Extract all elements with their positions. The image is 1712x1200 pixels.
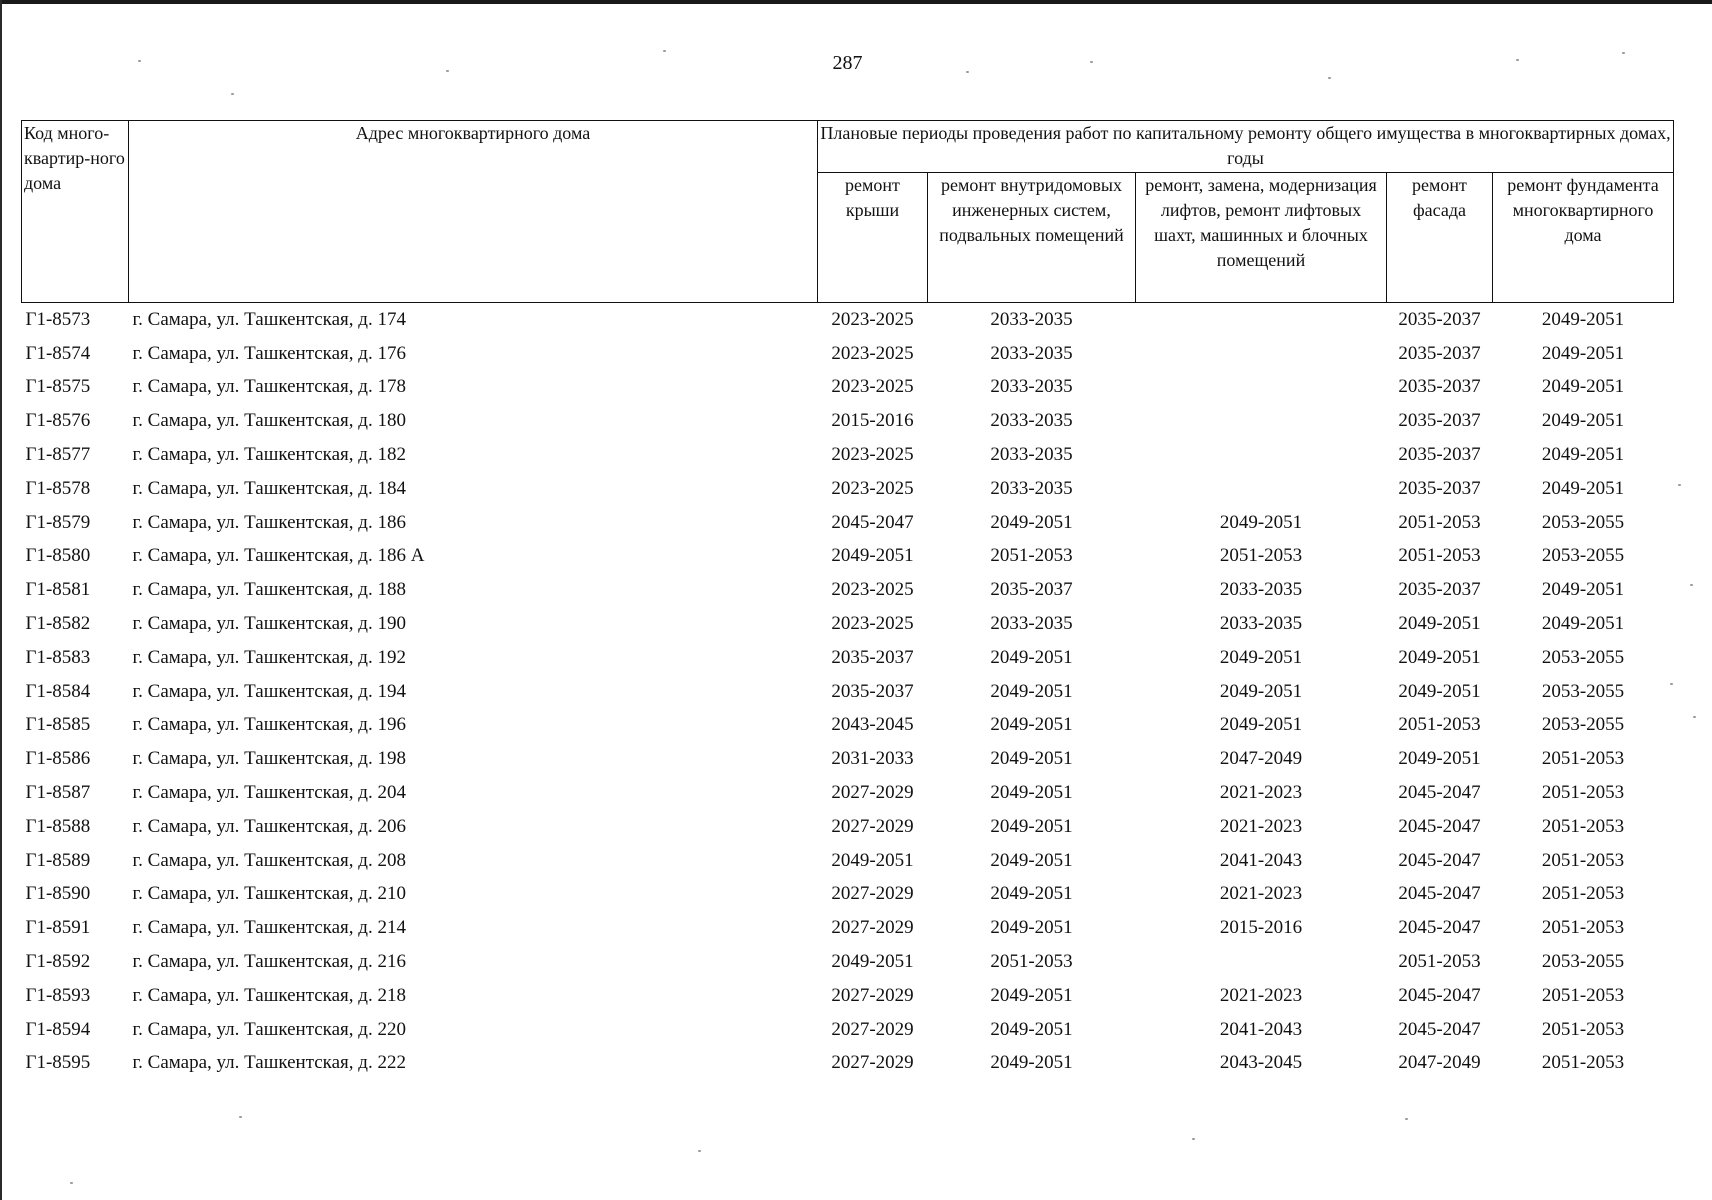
cell-facade: 2047-2049 — [1398, 1052, 1481, 1074]
cell-facade: 2049-2051 — [1398, 613, 1481, 635]
cell-systems: 2049-2051 — [990, 883, 1073, 905]
cell-foundation: 2051-2053 — [1541, 984, 1625, 1006]
cell-roof: 2027-2029 — [831, 815, 914, 837]
cell-foundation: 2053-2055 — [1541, 545, 1625, 567]
cell-code: Г1-8586 — [25, 748, 91, 770]
cell-systems: 2049-2051 — [990, 511, 1073, 533]
cell-code: Г1-8574 — [25, 342, 91, 364]
header-address: Адрес многоквартирного дома — [129, 121, 818, 303]
cell-roof: 2045-2047 — [831, 511, 914, 533]
header-systems: ремонт внутридомовых инженерных систем, подвальных помещений — [928, 173, 1136, 303]
cell-roof: 2049-2051 — [831, 849, 914, 871]
cell-address: г. Самара, ул. Ташкентская, д. 208 — [132, 849, 406, 871]
cell-roof: 2035-2037 — [831, 680, 914, 702]
cell-facade: 2035-2037 — [1398, 410, 1481, 432]
scan-speck — [231, 93, 234, 95]
scan-speck — [1690, 584, 1693, 586]
cell-systems: 2051-2053 — [990, 545, 1073, 567]
scan-speck — [70, 1182, 73, 1184]
cell-address: г. Самара, ул. Ташкентская, д. 220 — [132, 1018, 406, 1040]
capital-repair-table — [21, 120, 1674, 1080]
cell-lifts: 2043-2045 — [1219, 1052, 1303, 1074]
cell-code: Г1-8590 — [25, 883, 91, 905]
header-code: Код много-квартир-ного дома — [22, 121, 129, 303]
cell-lifts — [1136, 472, 1387, 506]
cell-roof: 2023-2025 — [831, 613, 914, 635]
table-row — [22, 607, 1674, 641]
cell-code: Г1-8591 — [25, 917, 91, 939]
cell-facade: 2051-2053 — [1398, 714, 1481, 736]
cell-lifts: 2021-2023 — [1219, 815, 1303, 837]
cell-facade: 2049-2051 — [1398, 748, 1481, 770]
cell-roof: 2027-2029 — [831, 1052, 914, 1074]
cell-address: г. Самара, ул. Ташкентская, д. 194 — [132, 680, 406, 702]
header-row-top — [22, 121, 1674, 173]
cell-systems: 2033-2035 — [990, 613, 1073, 635]
cell-systems: 2033-2035 — [990, 342, 1073, 364]
table-row — [22, 404, 1674, 438]
cell-roof: 2027-2029 — [831, 917, 914, 939]
cell-code: Г1-8579 — [25, 511, 91, 533]
table-row — [22, 641, 1674, 675]
cell-code: Г1-8595 — [25, 1052, 91, 1074]
scan-speck — [1405, 1118, 1408, 1120]
header-roof: ремонт крыши — [818, 173, 928, 303]
cell-code: Г1-8580 — [25, 545, 91, 567]
scan-speck — [1693, 716, 1696, 718]
cell-roof: 2023-2025 — [831, 308, 914, 330]
cell-foundation: 2053-2055 — [1541, 646, 1625, 668]
cell-roof: 2023-2025 — [831, 444, 914, 466]
cell-foundation: 2049-2051 — [1541, 410, 1625, 432]
cell-roof: 2023-2025 — [831, 477, 914, 499]
scan-speck — [1516, 59, 1519, 61]
cell-foundation: 2053-2055 — [1541, 680, 1625, 702]
cell-roof: 2031-2033 — [831, 748, 914, 770]
cell-foundation: 2049-2051 — [1541, 444, 1625, 466]
cell-address: г. Самара, ул. Ташкентская, д. 206 — [132, 815, 406, 837]
cell-systems: 2033-2035 — [990, 444, 1073, 466]
scan-speck — [698, 1150, 701, 1152]
cell-address: г. Самара, ул. Ташкентская, д. 216 — [132, 951, 406, 973]
scan-speck — [1192, 1138, 1195, 1140]
cell-facade: 2045-2047 — [1398, 883, 1481, 905]
cell-foundation: 2051-2053 — [1541, 917, 1625, 939]
cell-foundation: 2049-2051 — [1541, 613, 1625, 635]
cell-systems: 2049-2051 — [990, 714, 1073, 736]
cell-address: г. Самара, ул. Ташкентская, д. 174 — [132, 308, 406, 330]
cell-lifts: 2051-2053 — [1219, 545, 1303, 567]
cell-systems: 2049-2051 — [990, 849, 1073, 871]
cell-facade: 2035-2037 — [1398, 477, 1481, 499]
cell-lifts: 2021-2023 — [1219, 984, 1303, 1006]
cell-address: г. Самара, ул. Ташкентская, д. 178 — [132, 376, 406, 398]
cell-lifts: 2021-2023 — [1219, 883, 1303, 905]
cell-address: г. Самара, ул. Ташкентская, д. 186 А — [132, 545, 425, 567]
table-row — [22, 844, 1674, 878]
cell-foundation: 2053-2055 — [1541, 714, 1625, 736]
cell-roof: 2049-2051 — [831, 545, 914, 567]
cell-lifts: 2049-2051 — [1219, 714, 1303, 736]
cell-roof: 2035-2037 — [831, 646, 914, 668]
cell-address: г. Самара, ул. Ташкентская, д. 188 — [132, 579, 406, 601]
cell-foundation: 2053-2055 — [1541, 951, 1625, 973]
table-row — [22, 506, 1674, 540]
cell-lifts: 2041-2043 — [1219, 849, 1303, 871]
scan-speck — [446, 70, 449, 72]
scan-speck — [239, 1116, 242, 1118]
cell-address: г. Самара, ул. Ташкентская, д. 196 — [132, 714, 406, 736]
cell-code: Г1-8581 — [25, 579, 91, 601]
cell-systems: 2049-2051 — [990, 984, 1073, 1006]
cell-code: Г1-8578 — [25, 477, 91, 499]
table-row — [22, 911, 1674, 945]
scan-speck — [1678, 484, 1681, 486]
cell-systems: 2049-2051 — [990, 917, 1073, 939]
cell-roof: 2049-2051 — [831, 951, 914, 973]
cell-roof: 2027-2029 — [831, 782, 914, 804]
cell-lifts: 2033-2035 — [1219, 613, 1303, 635]
cell-systems: 2035-2037 — [990, 579, 1073, 601]
table-row — [22, 371, 1674, 405]
cell-address: г. Самара, ул. Ташкентская, д. 182 — [132, 444, 406, 466]
cell-lifts: 2049-2051 — [1219, 511, 1303, 533]
table-row — [22, 540, 1674, 574]
cell-lifts — [1136, 945, 1387, 979]
cell-foundation: 2049-2051 — [1541, 579, 1625, 601]
scan-speck — [966, 71, 969, 73]
cell-lifts: 2033-2035 — [1219, 579, 1303, 601]
cell-roof: 2023-2025 — [831, 342, 914, 364]
table-row — [22, 573, 1674, 607]
cell-lifts — [1136, 303, 1387, 337]
cell-address: г. Самара, ул. Ташкентская, д. 180 — [132, 410, 406, 432]
cell-lifts — [1136, 438, 1387, 472]
cell-systems: 2033-2035 — [990, 376, 1073, 398]
cell-facade: 2051-2053 — [1398, 951, 1481, 973]
cell-systems: 2049-2051 — [990, 748, 1073, 770]
cell-code: Г1-8588 — [25, 815, 91, 837]
cell-systems: 2033-2035 — [990, 477, 1073, 499]
cell-code: Г1-8585 — [25, 714, 91, 736]
cell-foundation: 2051-2053 — [1541, 849, 1625, 871]
cell-systems: 2049-2051 — [990, 1018, 1073, 1040]
scan-border-top — [0, 0, 1712, 4]
cell-address: г. Самара, ул. Ташкентская, д. 222 — [132, 1052, 406, 1074]
scan-speck — [138, 60, 141, 62]
table-row — [22, 776, 1674, 810]
cell-systems: 2049-2051 — [990, 646, 1073, 668]
cell-roof: 2023-2025 — [831, 376, 914, 398]
cell-facade: 2049-2051 — [1398, 646, 1481, 668]
cell-lifts: 2049-2051 — [1219, 680, 1303, 702]
cell-code: Г1-8582 — [25, 613, 91, 635]
cell-systems: 2033-2035 — [990, 308, 1073, 330]
table-row — [22, 1047, 1674, 1081]
cell-foundation: 2051-2053 — [1541, 815, 1625, 837]
table-row — [22, 303, 1674, 337]
cell-address: г. Самара, ул. Ташкентская, д. 214 — [132, 917, 406, 939]
cell-address: г. Самара, ул. Ташкентская, д. 186 — [132, 511, 406, 533]
cell-address: г. Самара, ул. Ташкентская, д. 176 — [132, 342, 406, 364]
cell-code: Г1-8589 — [25, 849, 91, 871]
cell-address: г. Самара, ул. Ташкентская, д. 210 — [132, 883, 406, 905]
header-facade: ремонт фасада — [1387, 173, 1493, 303]
table-row — [22, 438, 1674, 472]
cell-roof: 2027-2029 — [831, 1018, 914, 1040]
cell-code: Г1-8573 — [25, 308, 91, 330]
cell-lifts: 2047-2049 — [1219, 748, 1303, 770]
cell-code: Г1-8583 — [25, 646, 91, 668]
cell-code: Г1-8575 — [25, 376, 91, 398]
cell-systems: 2049-2051 — [990, 782, 1073, 804]
cell-foundation: 2053-2055 — [1541, 511, 1625, 533]
cell-roof: 2043-2045 — [831, 714, 914, 736]
cell-facade: 2035-2037 — [1398, 308, 1481, 330]
cell-lifts — [1136, 337, 1387, 371]
table-row — [22, 472, 1674, 506]
cell-foundation: 2051-2053 — [1541, 748, 1625, 770]
cell-foundation: 2049-2051 — [1541, 477, 1625, 499]
cell-facade: 2045-2047 — [1398, 815, 1481, 837]
cell-foundation: 2051-2053 — [1541, 1052, 1625, 1074]
cell-foundation: 2049-2051 — [1541, 342, 1625, 364]
cell-lifts — [1136, 371, 1387, 405]
scan-speck — [1090, 61, 1093, 63]
cell-address: г. Самара, ул. Ташкентская, д. 218 — [132, 984, 406, 1006]
cell-facade: 2045-2047 — [1398, 782, 1481, 804]
cell-facade: 2045-2047 — [1398, 849, 1481, 871]
cell-systems: 2051-2053 — [990, 951, 1073, 973]
cell-code: Г1-8576 — [25, 410, 91, 432]
cell-lifts: 2021-2023 — [1219, 782, 1303, 804]
cell-code: Г1-8593 — [25, 984, 91, 1006]
cell-roof: 2027-2029 — [831, 883, 914, 905]
header-foundation: ремонт фундамента многоквартирного дома — [1493, 173, 1674, 303]
cell-systems: 2049-2051 — [990, 815, 1073, 837]
cell-facade: 2045-2047 — [1398, 984, 1481, 1006]
cell-lifts: 2041-2043 — [1219, 1018, 1303, 1040]
cell-roof: 2015-2016 — [831, 410, 914, 432]
table-row — [22, 878, 1674, 912]
cell-facade: 2035-2037 — [1398, 376, 1481, 398]
cell-address: г. Самара, ул. Ташкентская, д. 190 — [132, 613, 406, 635]
scan-border-left — [0, 0, 2, 1200]
table-row — [22, 810, 1674, 844]
cell-lifts: 2015-2016 — [1219, 917, 1303, 939]
cell-facade: 2035-2037 — [1398, 342, 1481, 364]
cell-facade: 2035-2037 — [1398, 444, 1481, 466]
table-body — [22, 303, 1674, 1081]
cell-facade: 2051-2053 — [1398, 511, 1481, 533]
cell-foundation: 2049-2051 — [1541, 376, 1625, 398]
table-row — [22, 709, 1674, 743]
page-number: 287 — [832, 52, 863, 74]
cell-lifts: 2049-2051 — [1219, 646, 1303, 668]
scan-speck — [663, 50, 666, 52]
scan-speck — [1328, 77, 1331, 79]
cell-facade: 2035-2037 — [1398, 579, 1481, 601]
header-lifts: ремонт, замена, модернизация лифтов, ремонт лифтовых шахт, машинных и блочных помещений — [1136, 173, 1387, 303]
table-row — [22, 675, 1674, 709]
cell-systems: 2049-2051 — [990, 680, 1073, 702]
cell-facade: 2045-2047 — [1398, 917, 1481, 939]
cell-lifts — [1136, 404, 1387, 438]
scan-speck — [1622, 52, 1625, 54]
cell-code: Г1-8592 — [25, 951, 91, 973]
cell-roof: 2027-2029 — [831, 984, 914, 1006]
table-row — [22, 742, 1674, 776]
table-row — [22, 979, 1674, 1013]
cell-code: Г1-8587 — [25, 782, 91, 804]
table-row — [22, 1013, 1674, 1047]
table-row — [22, 337, 1674, 371]
cell-roof: 2023-2025 — [831, 579, 914, 601]
cell-address: г. Самара, ул. Ташкентская, д. 192 — [132, 646, 406, 668]
cell-facade: 2051-2053 — [1398, 545, 1481, 567]
cell-systems: 2049-2051 — [990, 1052, 1073, 1074]
cell-address: г. Самара, ул. Ташкентская, д. 198 — [132, 748, 406, 770]
header-planned-periods: Плановые периоды проведения работ по капитальному ремонту общего имущества в многоквартирных домах, годы — [818, 121, 1674, 173]
cell-code: Г1-8577 — [25, 444, 91, 466]
cell-facade: 2049-2051 — [1398, 680, 1481, 702]
cell-address: г. Самара, ул. Ташкентская, д. 204 — [132, 782, 406, 804]
cell-foundation: 2051-2053 — [1541, 1018, 1625, 1040]
cell-foundation: 2051-2053 — [1541, 883, 1625, 905]
cell-foundation: 2051-2053 — [1541, 782, 1625, 804]
cell-code: Г1-8584 — [25, 680, 91, 702]
cell-code: Г1-8594 — [25, 1018, 91, 1040]
cell-facade: 2045-2047 — [1398, 1018, 1481, 1040]
table-row — [22, 945, 1674, 979]
cell-foundation: 2049-2051 — [1541, 308, 1625, 330]
cell-address: г. Самара, ул. Ташкентская, д. 184 — [132, 477, 406, 499]
cell-systems: 2033-2035 — [990, 410, 1073, 432]
